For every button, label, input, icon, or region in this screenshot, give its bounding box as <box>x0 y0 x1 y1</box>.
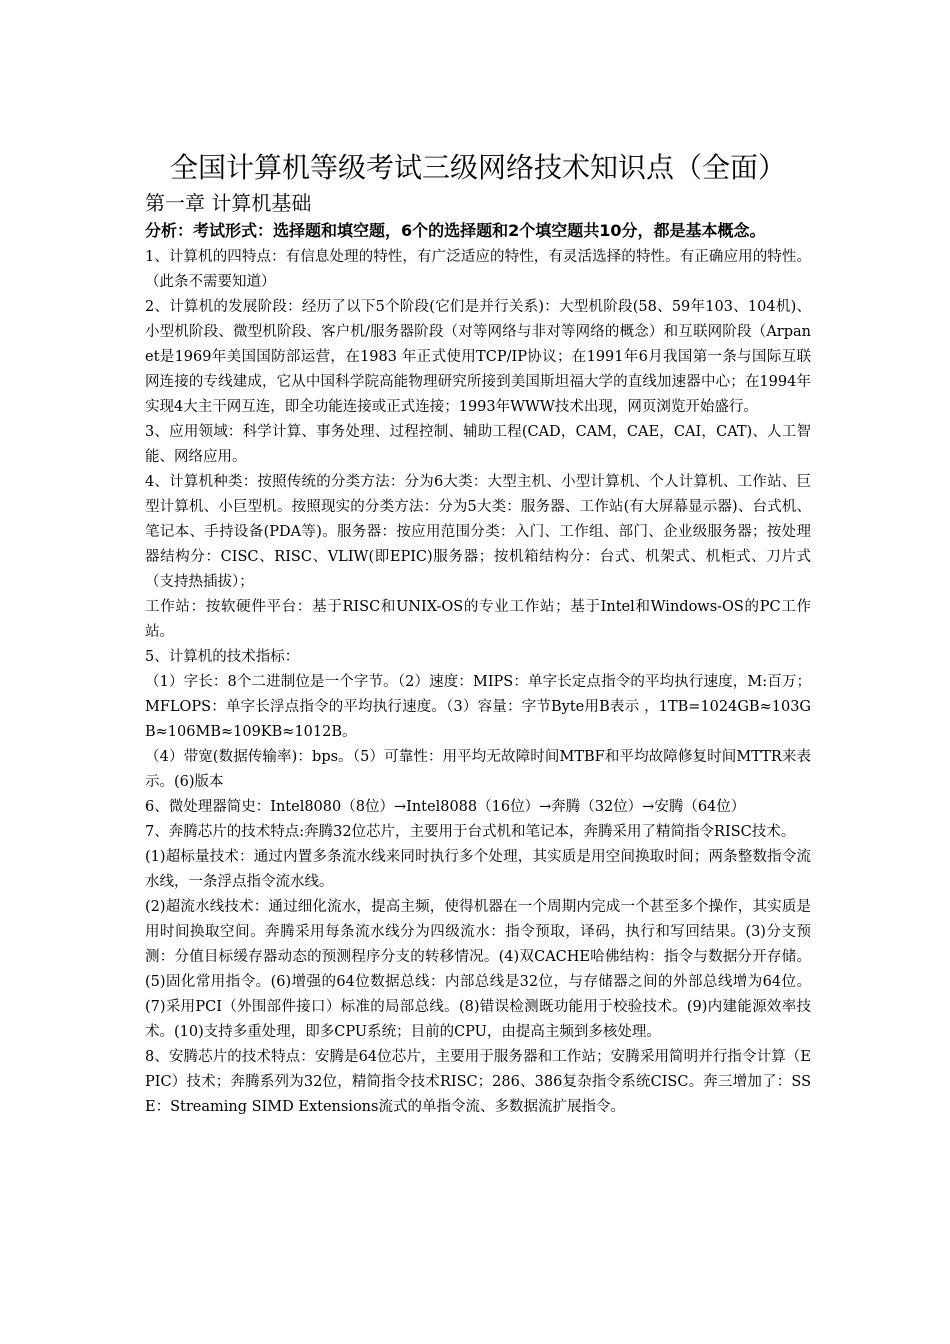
paragraph-5-metrics-heading: 5、计算机的技术指标： <box>145 649 300 665</box>
paragraph-6-microprocessor: 6、微处理器简史：Intel8080（8位）→Intel8088（16位）→奔腾（32位）→安腾（64位） <box>145 799 746 815</box>
document-title: 全国计算机等级考试三级网络技术知识点（全面） <box>169 151 786 184</box>
document-page <box>145 148 811 1120</box>
chapter-heading: 第一章 计算机基础 <box>145 191 312 215</box>
paragraph-7-pentium: 7、奔腾芯片的技术特点:奔腾32位芯片，主要用于台式机和笔记本，奔腾采用了精简指令RISC技术。 <box>145 824 796 840</box>
paragraph-metrics-2: （4）带宽(数据传输率)：bps。（5）可靠性：用平均无故障时间MTBF和平均故障修复时间MTTR来表示。(6)版本 <box>145 749 811 790</box>
paragraph-2-history: 2、计算机的发展阶段：经历了以下5个阶段(它们是并行关系)：大型机阶段(58、59年103、104机)、小型机阶段、微型机阶段、客户机/服务器阶段（对等网络与非对等网络的概念）和互联网阶段（Arpanet是1969年美国国防部运营，在1983 年正式使用TCP/IP协议；在1991年6月我国第一条与国际互联网连接的专线建成，它从中国科学院高能物理研究所接到美国斯坦福大学的直线加速器中心；在1994年实现4大主干网互连，即全功能连接或正式连接；1993年WWW技术出现，网页浏览开始盛行。 <box>145 299 811 415</box>
paragraph-metrics-1: （1）字长：8个二进制位是一个字节。（2）速度：MIPS：单字长定点指令的平均执行速度，M:百万；MFLOPS：单字长浮点指令的平均执行速度。（3）容量：字节Byte用B表示 ，1TB=1024GB≈103GB≈106MB≈109KB≈1012B。 <box>145 674 811 740</box>
paragraph-superscalar: (1)超标量技术：通过内置多条流水线来同时执行多个处理，其实质是用空间换取时间；两条整数指令流水线，一条浮点指令流水线。 <box>145 849 811 890</box>
paragraph-8-itanium: 8、安腾芯片的技术特点：安腾是64位芯片，主要用于服务器和工作站；安腾采用简明并行指令计算（EPIC）技术；奔腾系列为32位，精简指令技术RISC；286、386复杂指令系统CISC。奔三增加了：SSE：Streaming SIMD Extensions流式的单指令流、多数据流扩展指令。 <box>145 1049 811 1115</box>
paragraph-3-applications: 3、应用领域：科学计算、事务处理、过程控制、辅助工程(CAD，CAM，CAE，CAI，CAT)、人工智能、网络应用。 <box>145 424 811 465</box>
paragraph-4-types: 4、计算机种类：按照传统的分类方法：分为6大类：大型主机、小型计算机、个人计算机、工作站、巨型计算机、小巨型机。按照现实的分类方法：分为5大类：服务器、工作站(有大屏幕显示器)、台式机、笔记本、手持设备(PDA等)。服务器：按应用范围分类：入门、工作组、部门、企业级服务器；按处理器结构分：CISC、RISC、VLIW(即EPIC)服务器；按机箱结构分：台式、机架式、机柜式、刀片式（支持热插拔）； <box>145 474 811 590</box>
analysis-paragraph: 分析：考试形式：选择题和填空题，6个的选择题和2个填空题共10分，都是基本概念。 <box>145 221 766 240</box>
paragraph-workstation: 工作站：按软硬件平台：基于RISC和UNIX-OS的专业工作站；基于Intel和Windows-OS的PC工作站。 <box>145 599 811 640</box>
paragraph-1-features: 1、计算机的四特点：有信息处理的特性，有广泛适应的特性，有灵活选择的特性。有正确应用的特性。（此条不需要知道） <box>145 249 811 290</box>
paragraph-superpipeline: (2)超流水线技术：通过细化流水，提高主频，使得机器在一个周期内完成一个甚至多个操作，其实质是用时间换取空间。奔腾采用每条流水线分为四级流水：指令预取，译码，执行和写回结果。(3)分支预测：分值目标缓存器动态的预测程序分支的转移情况。(4)双CACHE哈佛结构：指令与数据分开存储。(5)固化常用指令。(6)增强的64位数据总线：内部总线是32位，与存储器之间的外部总线增为64位。(7)采用PCI（外围部件接口）标准的局部总线。(8)错误检测既功能用于校验技术。(9)内建能源效率技术。(10)支持多重处理，即多CPU系统；目前的CPU，由提高主频到多核处理。 <box>145 899 811 1040</box>
